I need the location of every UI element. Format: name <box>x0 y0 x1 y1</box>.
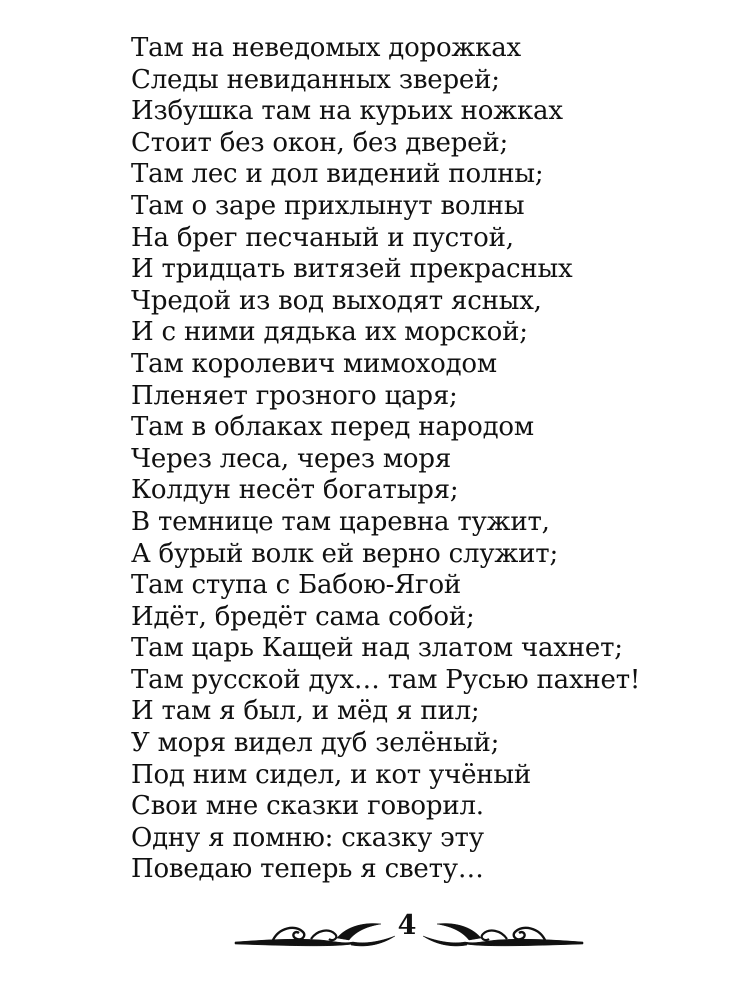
poem-line: Там королевич мимоходом <box>131 348 497 379</box>
poem-line: У моря видел дуб зелёный; <box>131 728 500 759</box>
page-footer <box>0 900 750 960</box>
poem-line: Одну я помню: сказку эту <box>131 822 484 853</box>
poem-line: Поведаю теперь я свету… <box>131 854 484 885</box>
poem-line: Свои мне сказки говорил. <box>131 791 484 822</box>
poem-line: Через леса, через моря <box>131 443 452 474</box>
poem-line: Там на неведомых дорожках <box>131 33 521 63</box>
poem-line: А бурый волк ей верно служит; <box>131 538 559 569</box>
poem-line: В темнице там царевна тужит, <box>131 506 550 537</box>
poem-line: Там русской дух… там Русью пахнет! <box>131 664 641 695</box>
poem-line: Колдун несёт богатыря; <box>131 475 459 506</box>
flourish-ornament-icon <box>233 914 398 950</box>
poem-line: Пленяет грозного царя; <box>131 380 458 411</box>
flourish-ornament-icon <box>420 914 585 950</box>
page-number: 4 <box>397 910 417 941</box>
poem-line: Чредой из вод выходят ясных, <box>131 285 542 316</box>
poem-line: На брег песчаный и пустой, <box>131 222 514 253</box>
poem-line: Следы невиданных зверей; <box>131 64 500 95</box>
poem-line: И там я был, и мёд я пил; <box>131 696 480 727</box>
poem-line: Идёт, бредёт сама собой; <box>131 601 475 632</box>
poem-line: Там в облаках перед народом <box>131 412 534 443</box>
poem-line: Под ним сидел, и кот учёный <box>131 759 532 790</box>
poem-line: Избушка там на курьих ножках <box>131 96 563 127</box>
poem-line: И с ними дядька их морской; <box>131 317 528 348</box>
poem-line: Там ступа с Бабою-Ягой <box>131 570 462 601</box>
poem-line: Там лес и дол видений полны; <box>131 159 544 190</box>
poem-line: И тридцать витязей прекрасных <box>131 254 573 285</box>
poem-text <box>131 33 640 886</box>
poem-line: Стоит без окон, без дверей; <box>131 127 509 158</box>
poem-line: Там о заре прихлынут волны <box>131 190 525 221</box>
poem-line: Там царь Кащей над златом чахнет; <box>131 633 623 664</box>
